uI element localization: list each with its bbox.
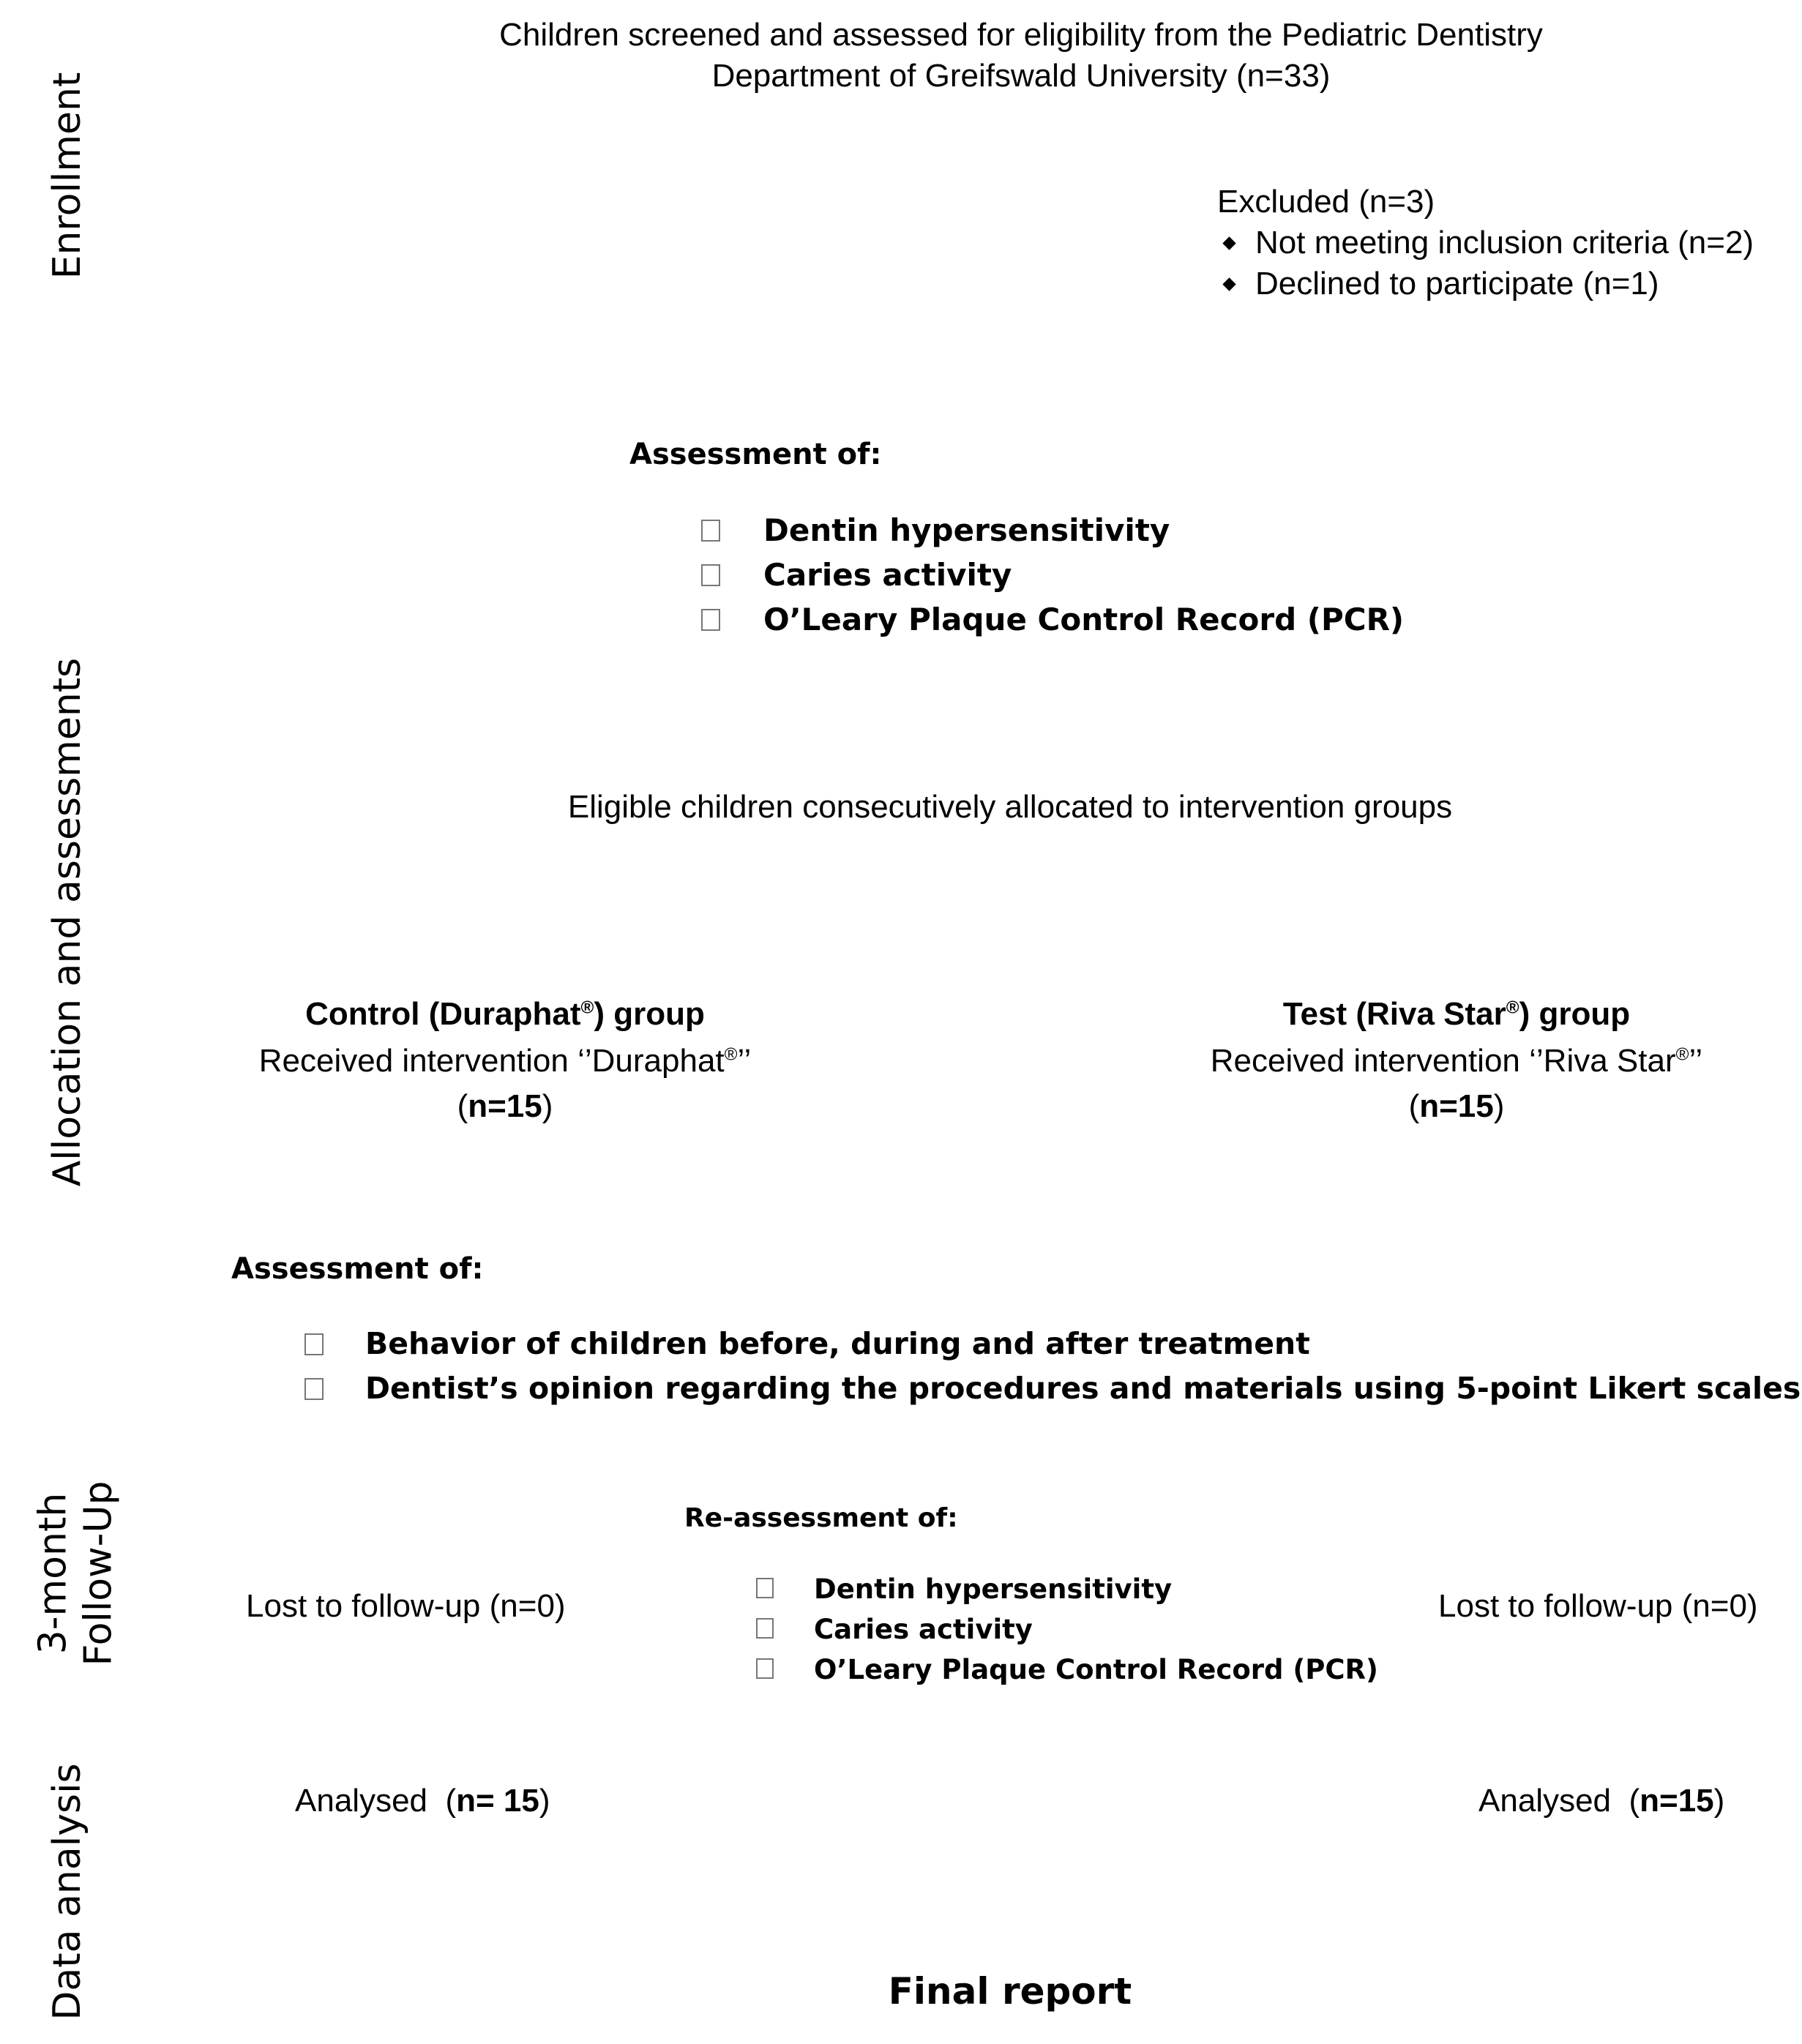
- baseline-assessment-item: Dentin hypersensitivity: [699, 512, 1170, 548]
- bullet-icon: [1222, 277, 1235, 291]
- checkbox-icon: [304, 1378, 324, 1400]
- control-group-intervention: Received intervention ‘’Duraphat®’’: [258, 1043, 752, 1079]
- screening-box: [381, 15, 1661, 97]
- checkbox-icon: [756, 1658, 774, 1679]
- reassessment-item: Dentin hypersensitivity: [754, 1573, 1172, 1605]
- test-group-box: [1164, 994, 1749, 1127]
- allocation-box: Eligible children consecutively allocated to intervention groups: [567, 789, 1453, 825]
- test-group-n: (n=15): [1408, 1088, 1505, 1124]
- checkbox-icon: [701, 520, 720, 542]
- phase-label-analysis: Data analysis: [45, 1763, 89, 2021]
- treatment-assessment-item: Dentist’s opinion regarding the procedures and materials using 5-point Likert scales: [302, 1371, 1801, 1406]
- treatment-assessment-title: Assessment of:: [231, 1252, 484, 1286]
- checkbox-icon: [701, 564, 720, 586]
- control-group-title: Control (Duraphat®) group: [305, 996, 705, 1032]
- checkbox-icon: [304, 1333, 324, 1355]
- excluded-item: Declined to participate (n=1): [1255, 266, 1659, 302]
- phase-label-followup-line1: 3-month: [31, 1492, 75, 1655]
- lost-followup-left: Lost to follow-up (n=0): [246, 1588, 566, 1624]
- analysed-left: Analysed (n= 15): [295, 1783, 550, 1819]
- screening-line1: Children screened and assessed for eligibility from the Pediatric Dentistry: [499, 17, 1543, 53]
- phase-label-enrollment: Enrollment: [45, 72, 89, 280]
- excluded-box: [1217, 181, 1788, 304]
- bullet-icon: [1222, 236, 1235, 250]
- control-group-n: (n=15): [457, 1088, 553, 1124]
- checkbox-icon: [701, 609, 720, 631]
- checkbox-icon: [756, 1578, 774, 1598]
- screening-line2: Department of Greifswald University (n=33): [711, 58, 1331, 94]
- test-group-intervention: Received intervention ‘’Riva Star®’’: [1210, 1043, 1703, 1079]
- baseline-assessment-title: Assessment of:: [629, 438, 882, 471]
- reassessment-title: Re-assessment of:: [684, 1503, 958, 1533]
- reassessment-item: Caries activity: [754, 1614, 1033, 1645]
- excluded-title: Excluded (n=3): [1217, 184, 1435, 220]
- phase-label-followup: [31, 1481, 122, 1666]
- reassessment-item: O’Leary Plaque Control Record (PCR): [754, 1654, 1378, 1685]
- baseline-assessment-item: Caries activity: [699, 557, 1012, 593]
- lost-followup-right: Lost to follow-up (n=0): [1438, 1588, 1758, 1624]
- checkbox-icon: [756, 1618, 774, 1639]
- excluded-item: Not meeting inclusion criteria (n=2): [1255, 225, 1754, 261]
- control-group-box: [212, 994, 798, 1127]
- analysed-right: Analysed (n=15): [1478, 1783, 1725, 1819]
- baseline-assessment-item: O’Leary Plaque Control Record (PCR): [699, 602, 1404, 637]
- test-group-title: Test (Riva Star®) group: [1282, 996, 1631, 1032]
- phase-label-allocation: Allocation and assessments: [45, 657, 89, 1187]
- treatment-assessment-item: Behavior of children before, during and after treatment: [302, 1326, 1310, 1361]
- final-report: Final report: [888, 1970, 1132, 2013]
- phase-label-followup-line2: Follow-Up: [77, 1480, 121, 1666]
